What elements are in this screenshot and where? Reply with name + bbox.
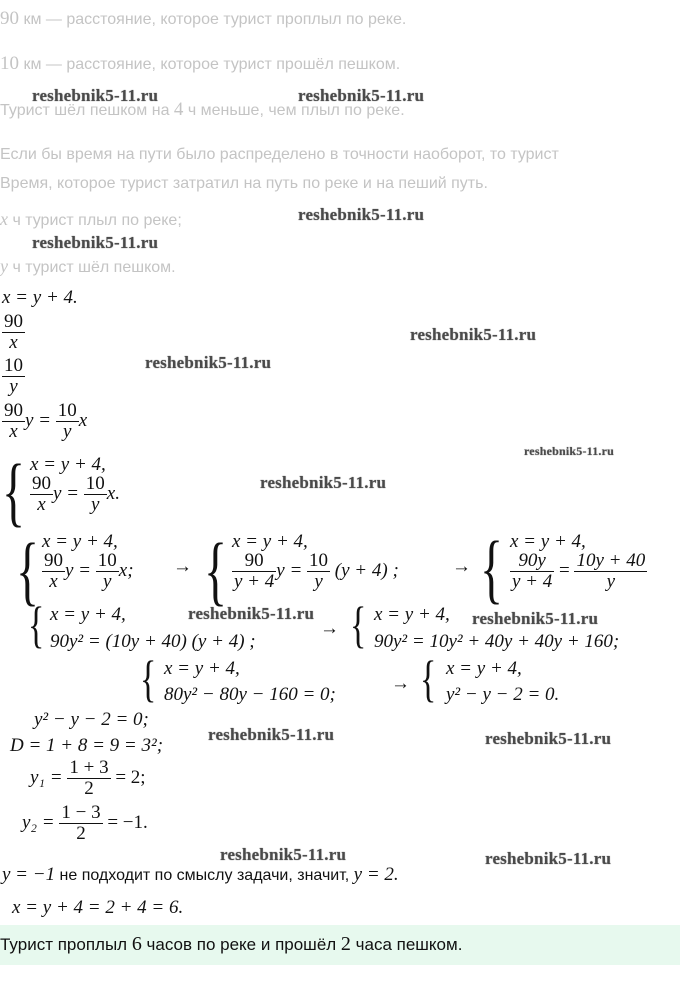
system-7-line-1: x = y + 4,: [164, 658, 240, 679]
root-rhs: = −1.: [102, 811, 148, 833]
fraction-denominator: y: [91, 493, 100, 515]
system-brace: {: [480, 526, 504, 612]
fraction-denominator: 2: [84, 777, 94, 799]
intro-line-3-text-a: Турист шёл пешком на: [0, 102, 174, 119]
watermark: reshebnik5-11.ru: [485, 849, 612, 868]
intro-line-1: [0, 8, 406, 30]
system-brace: {: [350, 598, 367, 654]
conclusion-y-value: y = 2.: [353, 864, 399, 885]
fraction-numerator: 10: [57, 400, 77, 421]
intro-var-x: x: [0, 209, 8, 229]
equation-mid: =: [554, 559, 575, 581]
fraction-numerator: 1 − 3: [61, 802, 101, 823]
fraction-denominator: x: [9, 420, 18, 442]
answer-hours-walk: 2: [340, 933, 351, 955]
fraction-numerator: 90: [32, 473, 51, 494]
watermark: reshebnik5-11.ru: [188, 604, 315, 623]
fraction-denominator: y: [103, 570, 112, 592]
system-brace: {: [204, 528, 228, 614]
system-3-line-1: x = y + 4,: [232, 531, 308, 552]
root-lhs: y₂ =: [22, 811, 60, 833]
conclusion-y-negative: y = −1: [2, 864, 56, 885]
system-6-line-2: 90y² = 10y² + 40y + 40y + 160;: [374, 631, 620, 652]
watermark: reshebnik5-11.ru: [260, 473, 387, 492]
watermark: reshebnik5-11.ru: [410, 325, 537, 344]
watermark: reshebnik5-11.ru: [472, 609, 599, 628]
equation-mid: y =: [65, 559, 96, 581]
system-6-line-1: x = y + 4,: [374, 604, 450, 625]
equation-end: x;: [118, 559, 134, 581]
root-lhs: y₁ =: [30, 766, 68, 788]
watermark: reshebnik5-11.ru: [298, 205, 425, 224]
system-7-line-2: 80y² − 80y − 160 = 0;: [164, 684, 336, 705]
fraction-denominator: y + 4: [512, 570, 553, 592]
system-brace: {: [16, 528, 40, 614]
fraction-90-over-x: [2, 312, 25, 353]
intro-line-3-number: 4: [173, 99, 184, 120]
intro-line-7: [0, 256, 176, 277]
equation-x-equals-y-plus-4: x = y + 4.: [2, 287, 78, 308]
equation-end: x: [78, 409, 88, 431]
intro-line-1-number: 90: [0, 8, 19, 29]
equation-end: x.: [106, 482, 120, 504]
system-5-line-2: 90y² = (10y + 40) (y + 4) ;: [50, 631, 256, 652]
system-8-line-2: y² − y − 2 = 0.: [446, 684, 560, 705]
fraction-numerator: 10: [4, 355, 23, 376]
fraction-denominator: y: [606, 570, 616, 592]
watermark: reshebnik5-11.ru: [220, 845, 347, 864]
fraction-numerator: 90: [4, 311, 23, 332]
fraction-denominator: 2: [76, 822, 86, 844]
quadratic-equation: y² − y − 2 = 0;: [34, 709, 149, 730]
root-rhs: = 2;: [110, 766, 146, 788]
fraction-numerator: 90y: [510, 551, 554, 572]
watermark: reshebnik5-11.ru: [485, 729, 612, 748]
intro-line-2-number: 10: [0, 53, 19, 74]
system-brace: {: [2, 449, 26, 535]
system-brace: {: [140, 652, 157, 708]
fraction-numerator: 10: [85, 473, 105, 494]
intro-var-y: y: [0, 256, 8, 276]
conclusion-text: не подходит по смыслу задачи, значит,: [55, 867, 354, 884]
intro-line-2-text: км — расстояние, которое турист прошёл пешком.: [19, 56, 401, 73]
equation-time-relation: [2, 401, 87, 442]
system-2-line-2: [42, 551, 134, 592]
fraction-numerator: 90: [4, 400, 23, 421]
fraction-numerator: 90: [44, 550, 63, 571]
intro-line-3-text-b: ч меньше, чем плыл по реке.: [183, 102, 405, 119]
fraction-numerator: 10: [97, 550, 117, 571]
answer-text-a: Турист проплыл: [0, 935, 132, 954]
conclusion-line-1: [2, 864, 399, 886]
intro-line-5: Время, которое турист затратил на путь по реке и на пеший путь.: [0, 175, 488, 192]
fraction-denominator: y + 4: [234, 570, 275, 592]
watermark: reshebnik5-11.ru: [298, 86, 425, 105]
equation-end: (y + 4) ;: [330, 559, 399, 581]
root-y1: [30, 758, 146, 799]
fraction-denominator: x: [9, 331, 18, 353]
answer-text-c: часа пешком.: [350, 935, 463, 954]
equation-mid: y =: [53, 482, 84, 504]
intro-line-1-text: км — расстояние, которое турист проплыл по реке.: [19, 11, 407, 28]
intro-line-2: [0, 53, 400, 75]
watermark: reshebnik5-11.ru: [32, 86, 159, 105]
watermark: reshebnik5-11.ru: [32, 233, 159, 252]
system-1-line-2: [30, 474, 120, 515]
answer-hours-river: 6: [131, 933, 142, 955]
fraction-denominator: y: [9, 375, 18, 397]
root-y2: [22, 803, 148, 844]
arrow: →: [452, 556, 471, 577]
conclusion-x-value: x = y + 4 = 2 + 4 = 6.: [12, 897, 184, 918]
answer-text: [0, 933, 462, 956]
fraction-numerator: 10: [309, 550, 329, 571]
watermark: reshebnik5-11.ru: [524, 444, 614, 458]
system-2-line-1: x = y + 4,: [42, 531, 118, 552]
intro-line-4: Если бы время на пути было распределено в точности наоборот, то турист: [0, 146, 559, 163]
watermark: reshebnik5-11.ru: [208, 725, 335, 744]
intro-line-7-text: ч турист шёл пешком.: [8, 259, 176, 276]
arrow: →: [173, 556, 192, 577]
arrow: →: [391, 673, 410, 694]
system-3-line-2: [232, 551, 399, 592]
system-4-line-1: x = y + 4,: [510, 531, 586, 552]
system-brace: {: [420, 652, 437, 708]
system-4-line-2: [510, 551, 647, 592]
discriminant: D = 1 + 8 = 9 = 3²;: [10, 735, 164, 756]
fraction-denominator: y: [63, 420, 72, 442]
system-5-line-1: x = y + 4,: [50, 604, 126, 625]
fraction-numerator: 1 + 3: [69, 757, 109, 778]
arrow: →: [320, 618, 339, 639]
fraction-numerator: 10y + 40: [576, 550, 646, 571]
system-1-line-1: x = y + 4,: [30, 454, 106, 475]
system-brace: {: [28, 598, 45, 654]
fraction-denominator: x: [37, 493, 46, 515]
fraction-denominator: x: [49, 570, 58, 592]
watermark: reshebnik5-11.ru: [145, 353, 272, 372]
answer-text-b: часов по реке и прошёл: [141, 935, 341, 954]
equation-mid: y =: [276, 559, 308, 581]
fraction-denominator: y: [314, 570, 323, 592]
system-8-line-1: x = y + 4,: [446, 658, 522, 679]
intro-line-6-text: ч турист плыл по реке;: [8, 212, 182, 229]
fraction-10-over-y: [2, 356, 25, 397]
intro-line-6: [0, 209, 182, 230]
equation-mid: y =: [25, 409, 56, 431]
fraction-numerator: 90: [232, 551, 276, 572]
